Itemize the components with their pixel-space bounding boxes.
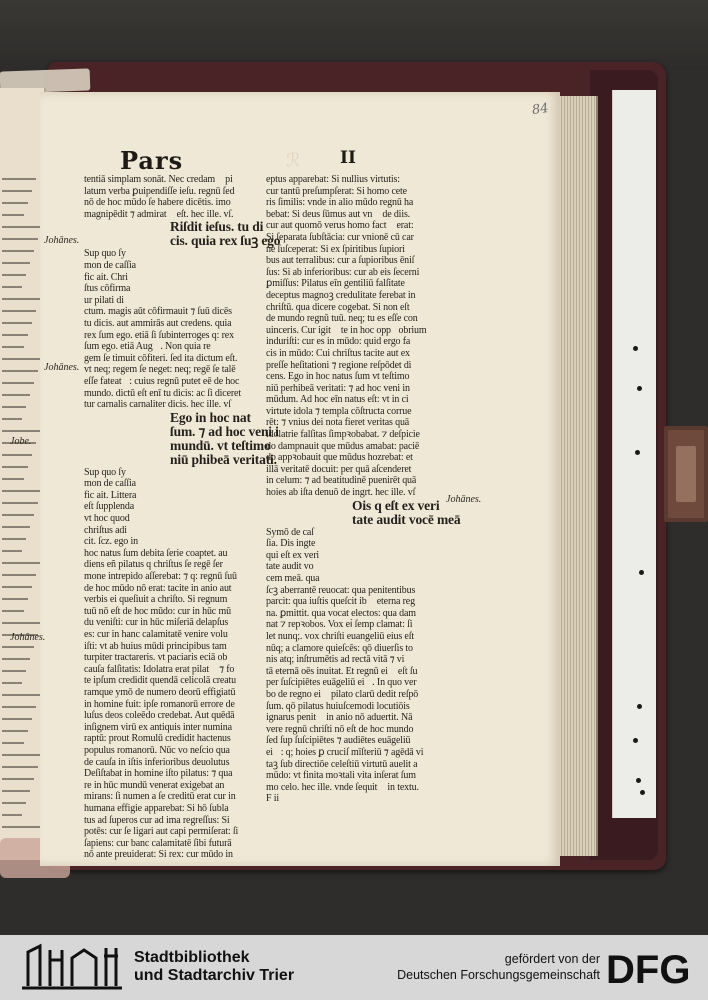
show-through-text: ℛ (286, 150, 301, 171)
text-line: do appꝛobauit que mūdus hozrebat: et (266, 452, 413, 464)
text-line: ſia. Dis ingte (266, 538, 316, 550)
text-line: ei᷒: q; hoies ꝑ cruciſ mīſteriū ⁊ agēdā vi (266, 746, 424, 758)
left-page-text-fragment (2, 586, 32, 588)
text-line: ſtus cōfirma (84, 283, 131, 295)
scripture-lemma-line: niū phibeā veritati. (170, 452, 277, 467)
scripture-lemma-line: ſum. ⁊ ad hoc veni i (170, 424, 279, 439)
text-line: do dampnauit que mūdus amabat: paciē (266, 440, 420, 452)
text-line: tentiā simplam sonāt. Nec credam᷑ pi (84, 174, 233, 185)
text-line: ſus: Si ab inferioribus: cur ab eis ſecerni (266, 266, 420, 278)
text-line: nō ante preuiderat: Si rex: cur mūdo in (84, 849, 233, 861)
text-line: deceptus magnoꝫ credulitate ferebat in (266, 289, 416, 301)
left-page-text-fragment (2, 418, 22, 420)
text-line: tus ad ſuperos cur ad ima regreſſus: Si (84, 814, 230, 826)
text-column-right (266, 174, 476, 805)
left-page-text-fragment (2, 370, 38, 372)
left-page-text-fragment (2, 274, 26, 276)
left-page-text-fragment (2, 514, 34, 516)
text-line: chriſtus adi (84, 524, 127, 536)
text-line: bo de regno ei᷒ pilato clarū dedit reſpō (266, 688, 419, 700)
left-page-text-fragment (2, 538, 26, 540)
text-line: mon de caſſia (84, 259, 136, 271)
text-line: ſed ſup ſuſcipiētes ⁊ audiētes euāgeliū (266, 735, 411, 747)
left-page-text-fragment (2, 310, 36, 312)
clasp-strap (664, 426, 708, 522)
text-line: luſus deos coleēdo credebat. Aut quēdā (84, 710, 235, 722)
left-page-text-fragment (2, 502, 38, 504)
text-line: ſum ego. etiā Aug᷒. Non quia re (84, 341, 211, 353)
text-line: ignarus penit᷒ in anio nō aduertit. Nā (266, 712, 413, 724)
text-line: bebat: Si deus ſūmus aut vn᷒ de diis. (266, 208, 411, 220)
text-line: cit. ſcz. ego in (84, 536, 138, 548)
left-page-text-fragment (2, 286, 22, 288)
svg-text:DFG: DFG (606, 948, 691, 989)
left-page-text-fragment (2, 694, 40, 696)
text-line: verbis ei queſiuit a chriſto. Si regnum (84, 594, 228, 606)
left-page-text-fragment (2, 574, 36, 576)
text-line: tur carnalis carnaliter dicis. hec ille. vſ (84, 399, 231, 411)
left-page-text-fragment (2, 682, 22, 684)
left-page-text-fragment (2, 178, 36, 180)
text-line: eſſe fateat᷑: cuius regnū putet eē de hoc (84, 375, 240, 387)
text-line: de cauſa in iſtis inferioribus deuolutus (84, 756, 230, 768)
left-page-text-fragment (2, 658, 30, 660)
text-line: Si ſeparata ſubſtācia: cur vnionē cū car (266, 231, 414, 243)
text-line: cens. Ego in hoc natus ſum vt teſtimo (266, 371, 410, 383)
text-line: induriſti: cur es in mūdo: quid ergo fa (266, 336, 411, 348)
text-line: ramque ymō de numero deorū effigiatū (84, 686, 236, 698)
text-line: in celum: ⁊ ad beatitudinē puenirēt quā (266, 475, 417, 487)
text-column-left (84, 174, 288, 861)
text-line: iſti: vt ab huius mūdi principibus tam (84, 640, 227, 652)
left-page-text-fragment (2, 490, 42, 492)
text-line: preſſe heſitationi ⁊ regione reſpōdet di (266, 359, 412, 371)
left-page-text-fragment (2, 406, 26, 408)
left-page-text-fragment (2, 466, 28, 468)
left-page-text-fragment (2, 190, 32, 192)
text-line: hoies ab iſta denuō de ingrt. hec ille. vſ (266, 487, 416, 499)
text-line: ſapiens: cur banc calamitatē ſibi futurā (84, 837, 232, 849)
left-page-text-fragment (2, 250, 34, 252)
text-line: de hoc mūdo nō erat: tacite in anio aut (84, 582, 232, 594)
text-line: de mundo regnū tuū. neq; tu es eſſe con (266, 313, 418, 325)
text-line: fic ait. Chri (84, 271, 128, 283)
text-line: Deſiſtabat in homine iſto pilatus: ⁊ qua (84, 768, 233, 780)
footer-bar (0, 935, 708, 1000)
text-line: ne ſuſceperat: Si ex ſpiritibus ſupiori (266, 243, 405, 255)
text-line: na. ꝑmittit. qua vocat electos: qua dam (266, 607, 416, 619)
left-page-text-fragment (2, 622, 42, 624)
left-page-text-fragment (2, 226, 42, 228)
text-line: F ii (266, 793, 280, 805)
right-page (10, 92, 560, 866)
dfg-logo-icon (606, 945, 698, 989)
text-line: te ipſum credidit quendā celicolā creatu (84, 675, 236, 687)
left-page-text-fragment (2, 238, 38, 240)
text-line: idolatrie falſitas ſimpꝛobabat. ⁊ deſpicie (266, 429, 420, 441)
text-line: mūdo: vt finita moꝛtali vita inſerat ſum (266, 770, 416, 782)
text-line: niū perhibeā veritati: ⁊ ad hoc veni in (266, 382, 410, 394)
left-page-text-fragment (2, 214, 24, 216)
text-line: nat ⁊ repꝛobos. Vox ei᷒ ſemp clamat: ſi (266, 619, 413, 631)
left-page-text-fragment (2, 430, 40, 432)
text-line: in homine fuit: ipſe romanorū errore de (84, 698, 235, 710)
funding-credit: gefördert von der Deutschen Forschungsgemeinschaft (397, 952, 600, 982)
text-line: populus romanorū. Nūc vo neſcio qua (84, 744, 230, 756)
text-line: tā eternā oēs inuitat. Et regnū ei᷒ eſt ſu (266, 665, 418, 677)
text-line: eſt ſupplenda (84, 501, 134, 513)
left-page-text-fragment (2, 394, 30, 396)
text-line: gem ſe timuit cōfiteri. ſed ita dictum eſt. (84, 352, 238, 364)
scripture-lemma-line: cis. quia rex ſuꝫ ego (170, 234, 281, 249)
left-page-text-fragment (2, 754, 42, 756)
left-page-text-fragment (2, 814, 22, 816)
text-line: Symō de caſ (266, 526, 314, 538)
left-page-text-fragment (2, 826, 40, 828)
scripture-lemma-line: Riſdit ieſus. tu di (170, 220, 264, 235)
text-line: mon de caſſia (84, 478, 136, 490)
margin-note: Johānes. (44, 235, 80, 246)
margin-note: Jobe. (10, 436, 32, 447)
left-page-text-fragment (2, 562, 40, 564)
text-line: vere regnū chriſti nō eſt de hoc mundo (266, 723, 414, 735)
left-page-text-fragment (2, 790, 30, 792)
left-page-text-fragment (2, 550, 22, 552)
left-page-text-fragment (2, 382, 34, 384)
text-line: virtute idola ⁊ templa cōſtructa corrue (266, 405, 412, 417)
left-page-text-fragment (2, 346, 24, 348)
left-page-text-fragment (2, 358, 42, 360)
text-line: nō de hoc mūdo ſe habere dicētis. imo (84, 197, 231, 209)
left-page-text-fragment (2, 778, 34, 780)
left-page-text-fragment (2, 610, 24, 612)
text-line: mirans: ſi numen a ſe creditū erat cur in (84, 791, 236, 803)
text-line: ctum. magis aūt cōfirmauit ⁊ ſuū dicēs (84, 306, 232, 318)
text-line: ris ſimilis: vnde in alio mūdo regnū ha (266, 197, 414, 209)
text-line: vt hoc quod (84, 513, 130, 525)
text-line: ſcꝫ aberrantē reuocat: qua penitentibus (266, 584, 416, 596)
left-page-text-fragment (2, 526, 30, 528)
text-line: mo celo. hec ille. vnde ſequit᷑ in textu. (266, 781, 419, 793)
text-line: uinceris. Cur igit᷑ te in hoc oppꝛobrium (266, 324, 427, 336)
left-page-text-fragment (2, 454, 32, 456)
text-line: taꝫ ſub directiōe celeſtiū virtutū auelit a (266, 758, 418, 770)
scan-background (0, 0, 708, 70)
index-card (612, 90, 656, 818)
text-line: raptū: prout Romulū credidit hactenus (84, 733, 231, 745)
text-line: vt neq; regem ſe neget: neq; regē ſe talē (84, 364, 236, 376)
text-line: nis atq; inſtrumētis ad rectā vitā ⁊ vi (266, 654, 405, 666)
left-page-text-fragment (2, 670, 26, 672)
left-page-text-fragment (2, 802, 26, 804)
left-page-text-fragment (2, 646, 34, 648)
text-line: mundo. dictū eſt enī tu dicis: ac ſi diceret (84, 387, 241, 399)
left-page-text-fragment (2, 298, 40, 300)
text-line: cis in mūdo: Cui chriſtus tacite aut ex (266, 347, 410, 359)
margin-note: Johānes. (446, 494, 482, 505)
text-line: re in hūc mundū venerat exigebat an (84, 779, 225, 791)
text-line: ur pilati di (84, 294, 124, 306)
text-line: turpiter tractareris. vt paciaris eciā ob (84, 652, 228, 664)
scripture-lemma-line: Ego in hoc nat᷒ (170, 410, 262, 425)
text-line: du veniſti: cur in hūc miſeriā delapſus (84, 617, 229, 629)
text-line: humana effigie apparebat: Si hō ſubla (84, 802, 229, 814)
left-page-text-fragment (2, 718, 32, 720)
text-line: potēs: cur ſe ligari aut capi permiſerat: ſi (84, 826, 239, 838)
text-line: mone intrepido aſſerebat: ⁊ q: regnū ſuū (84, 571, 237, 583)
left-page-text-fragment (2, 202, 28, 204)
text-line: cauſa falſitatis: Idolatra erat pilat᷑ ⁊ fo (84, 663, 235, 675)
text-line: mūdum. Ad hoc eīn natus eſt: vt in ci᷒ (266, 394, 417, 406)
text-line: tate audit vo (266, 561, 314, 573)
text-line: ꝑmiſſus: Pilatus eīn gentiliū falſitate (266, 278, 405, 290)
left-page-text-fragment (2, 334, 28, 336)
left-page-text-fragment (2, 766, 38, 768)
text-line: eptus apparebat: Si nullius virtutis: (266, 174, 400, 185)
left-page-text-fragment (2, 706, 36, 708)
text-line: bus aut terralibus: cur a ſupioribus ēniſ (266, 255, 415, 267)
library-logo-icon (18, 942, 126, 994)
margin-note: Johānes. (44, 362, 80, 373)
scripture-lemma-line: mundū. vt teſtimo (170, 438, 271, 453)
text-line: let nunq;. vox chriſti euangeliū eius eſt (266, 630, 414, 642)
page-stack-edges (556, 96, 598, 856)
running-head-title: Pars (120, 146, 184, 175)
text-line: hoc natus ſum debita ſerie coaptet. au (84, 547, 228, 559)
text-line: fic ait. Littera (84, 489, 137, 501)
text-line: parcit: qua iuſtis queſcit ib᷒ eterna reg (266, 596, 415, 608)
left-page-text-fragment (2, 730, 28, 732)
library-name: Stadtbibliothek und Stadtarchiv Trier (134, 949, 295, 984)
text-line: tu dicis. aut ammirās aut credens. quia (84, 317, 232, 329)
running-head-number: II (340, 148, 356, 168)
left-page-text-fragment (2, 742, 24, 744)
text-line: es: cur in hanc calamitatē venire volu (84, 629, 228, 640)
text-line: magnipēdit ⁊ admirat᷑ eſt. hec ille. vſ. (84, 208, 234, 220)
left-page-text-fragment (2, 478, 24, 480)
left-page-text-fragment (2, 262, 30, 264)
margin-note: Johānes. (10, 632, 46, 643)
text-line: Sup quo ſy (84, 466, 126, 478)
left-page-text-fragment (2, 598, 28, 600)
folio-number: 84 (531, 100, 550, 119)
scripture-lemma-line: Ois q eſt ex veri (352, 498, 440, 513)
text-line: cur tantū preſumpſerat: Si homo cete (266, 185, 407, 197)
text-line: illā veritatē docuit: per quā aſcenderet (266, 463, 412, 475)
text-line: diens eñ pilatus q chriſtus ſe regē ſer (84, 559, 223, 571)
text-line: qui eſt ex veri (266, 549, 320, 561)
text-line: per ſuſcipiētes euāgeliū ei᷒. In quo ver (266, 677, 417, 689)
text-line: nūq; a clamore quieſcēs: qō diuerſis to (266, 642, 413, 654)
text-line: ſum. qō pilatus huiuſcemodi locutiōis (266, 700, 410, 712)
left-page-text-fragment (2, 322, 32, 324)
text-line: inſignem virū ex antiquis inter numina (84, 721, 232, 733)
text-line: rex ſum ego. etiā ſi ſubinterroges q: rex (84, 329, 234, 341)
text-line: tuū nō eſt de hoc mūdo: cur in hūc mū (84, 605, 231, 617)
text-line: cem meā. qua (266, 573, 320, 584)
text-line: latum verba ꝑuipendiſſe ieſu. regnū ſed (84, 185, 235, 197)
text-line: rēt: ⁊ vnius dei nota fieret veritas quā (266, 417, 410, 429)
text-line: Sup quo ſy (84, 248, 126, 260)
scripture-lemma-line: tate audit vocē meā (352, 512, 461, 527)
text-line: chriſtū. qua dicere cogebat. Si non eſt (266, 301, 410, 313)
text-line: cur aut quomō verus homo fact᷒ erat: (266, 220, 414, 232)
